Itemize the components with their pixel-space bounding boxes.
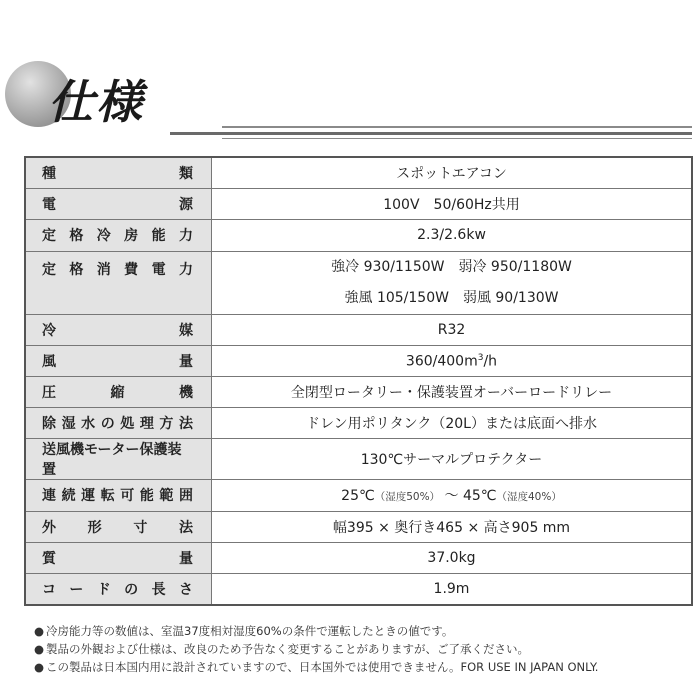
label-char: ー <box>69 581 84 598</box>
spec-value: ドレン用ポリタンク（20L）または底面へ排水 <box>212 408 693 439</box>
label-char: の <box>100 416 115 433</box>
spec-value: 1.9m <box>212 573 693 605</box>
spec-label <box>25 480 212 511</box>
value-superscript: 3 <box>477 352 484 363</box>
label-char: 格 <box>69 261 84 278</box>
spec-label <box>25 189 212 220</box>
label-char: 電 <box>151 261 166 278</box>
label-char: 質 <box>42 550 56 567</box>
label-char: 処 <box>120 416 135 433</box>
spec-row <box>25 439 692 480</box>
label-char: 範 <box>159 488 174 505</box>
spec-row <box>25 511 692 542</box>
spec-row <box>25 157 692 189</box>
bullet-icon: ● <box>34 624 45 638</box>
spec-row <box>25 220 692 251</box>
note-item <box>34 622 694 640</box>
spec-value: スポットエアコン <box>212 157 693 189</box>
spec-label <box>25 408 212 439</box>
label-char: 続 <box>61 488 76 505</box>
note-text: この製品は日本国内用に設計されていますので、日本国外では使用できません。FOR USE IN JAPAN ONLY. <box>46 660 599 674</box>
spec-row <box>25 251 692 314</box>
spec-label <box>25 157 212 189</box>
value-note: （湿度50%） <box>374 491 441 504</box>
note-item <box>34 658 694 676</box>
spec-row <box>25 314 692 345</box>
spec-value <box>212 251 693 314</box>
note-item <box>34 640 694 658</box>
label-char: 源 <box>179 197 193 214</box>
label-char: 法 <box>178 519 193 536</box>
label-char: 囲 <box>178 488 193 505</box>
label-char: 縮 <box>110 385 125 402</box>
spec-label <box>25 220 212 251</box>
value-line: 強冷 930/1150W 弱冷 950/1180W <box>331 258 572 275</box>
spec-value: 2.3/2.6kw <box>212 220 693 251</box>
label-char: 量 <box>179 550 193 567</box>
label-char: 運 <box>81 488 96 505</box>
label-char: 能 <box>151 228 166 245</box>
label-text: 送風機モーター保護装置 <box>42 442 182 479</box>
label-char: 格 <box>69 228 84 245</box>
spec-value <box>212 345 693 376</box>
label-char: 種 <box>42 166 56 183</box>
value-text: 360/400m <box>405 353 478 370</box>
page-title: 仕様 <box>48 75 144 129</box>
notes <box>34 622 694 676</box>
spec-row <box>25 376 692 407</box>
spec-label <box>25 376 212 407</box>
label-char: 湿 <box>61 416 76 433</box>
spec-label <box>25 542 212 573</box>
value-separator: ～ <box>440 488 463 505</box>
label-char: 力 <box>178 228 193 245</box>
label-char: 外 <box>42 519 56 536</box>
label-char: ド <box>96 581 111 598</box>
label-char: 冷 <box>42 322 56 339</box>
spec-row <box>25 480 692 511</box>
label-char: 費 <box>124 261 139 278</box>
value-text: /h <box>483 353 498 370</box>
label-char: さ <box>178 581 193 598</box>
header-rule <box>170 132 692 135</box>
spec-row <box>25 345 692 376</box>
label-char: の <box>124 581 139 598</box>
bullet-icon: ● <box>34 660 45 674</box>
label-char: 水 <box>81 416 96 433</box>
spec-value: 37.0kg <box>212 542 693 573</box>
spec-row <box>25 542 692 573</box>
spec-label <box>25 345 212 376</box>
value-text: 25℃ <box>341 488 375 505</box>
label-char: 風 <box>42 353 56 370</box>
note-text: 製品の外観および仕様は、改良のため予告なく変更することがありますが、ご了承ください。 <box>46 642 530 656</box>
note-text: 冷房能力等の数値は、室温37度相対湿度60%の条件で運転したときの値です。 <box>46 624 454 638</box>
spec-row <box>25 573 692 605</box>
spec-label <box>25 511 212 542</box>
value-text: 45℃ <box>462 488 497 505</box>
label-char: 消 <box>96 261 111 278</box>
label-char: 定 <box>42 261 56 278</box>
spec-row <box>25 408 692 439</box>
section-header <box>0 0 700 150</box>
label-char: 長 <box>151 581 166 598</box>
label-char: 寸 <box>133 519 148 536</box>
spec-value <box>212 480 693 511</box>
label-char: 力 <box>178 261 193 278</box>
label-char: 電 <box>42 197 56 214</box>
spec-table <box>24 156 693 606</box>
spec-value: 全閉型ロータリー・保護装置オーバーロードリレー <box>212 376 693 407</box>
label-char: 圧 <box>42 385 56 402</box>
value-line: 強風 105/150W 弱風 90/130W <box>344 289 559 306</box>
bullet-icon: ● <box>34 642 45 656</box>
spec-label <box>25 251 212 314</box>
label-char: 理 <box>139 416 154 433</box>
label-char: 形 <box>87 519 102 536</box>
spec-label <box>25 439 212 480</box>
value-note: （湿度40%） <box>496 491 562 504</box>
header-rule <box>222 126 692 128</box>
spec-label <box>25 573 212 605</box>
label-char: 方 <box>159 416 174 433</box>
spec-value: 幅395 × 奥行き465 × 高さ905 mm <box>212 511 693 542</box>
spec-row <box>25 189 692 220</box>
header-rule <box>222 138 692 139</box>
spec-value: 100V 50/60Hz共用 <box>212 189 693 220</box>
label-char: 除 <box>42 416 56 433</box>
label-char: 能 <box>139 488 154 505</box>
label-char: 機 <box>179 385 193 402</box>
label-char: 定 <box>42 228 56 245</box>
label-char: 冷 <box>96 228 111 245</box>
label-char: 量 <box>179 353 193 370</box>
label-char: 房 <box>124 228 139 245</box>
label-char: 法 <box>178 416 193 433</box>
label-char: 連 <box>42 488 56 505</box>
label-char: 可 <box>120 488 135 505</box>
spec-value: R32 <box>212 314 693 345</box>
label-char: 媒 <box>179 322 193 339</box>
label-char: 転 <box>100 488 115 505</box>
spec-label <box>25 314 212 345</box>
label-char: 類 <box>179 166 193 183</box>
label-char: コ <box>42 581 56 598</box>
spec-value: 130℃サーマルプロテクター <box>212 439 693 480</box>
